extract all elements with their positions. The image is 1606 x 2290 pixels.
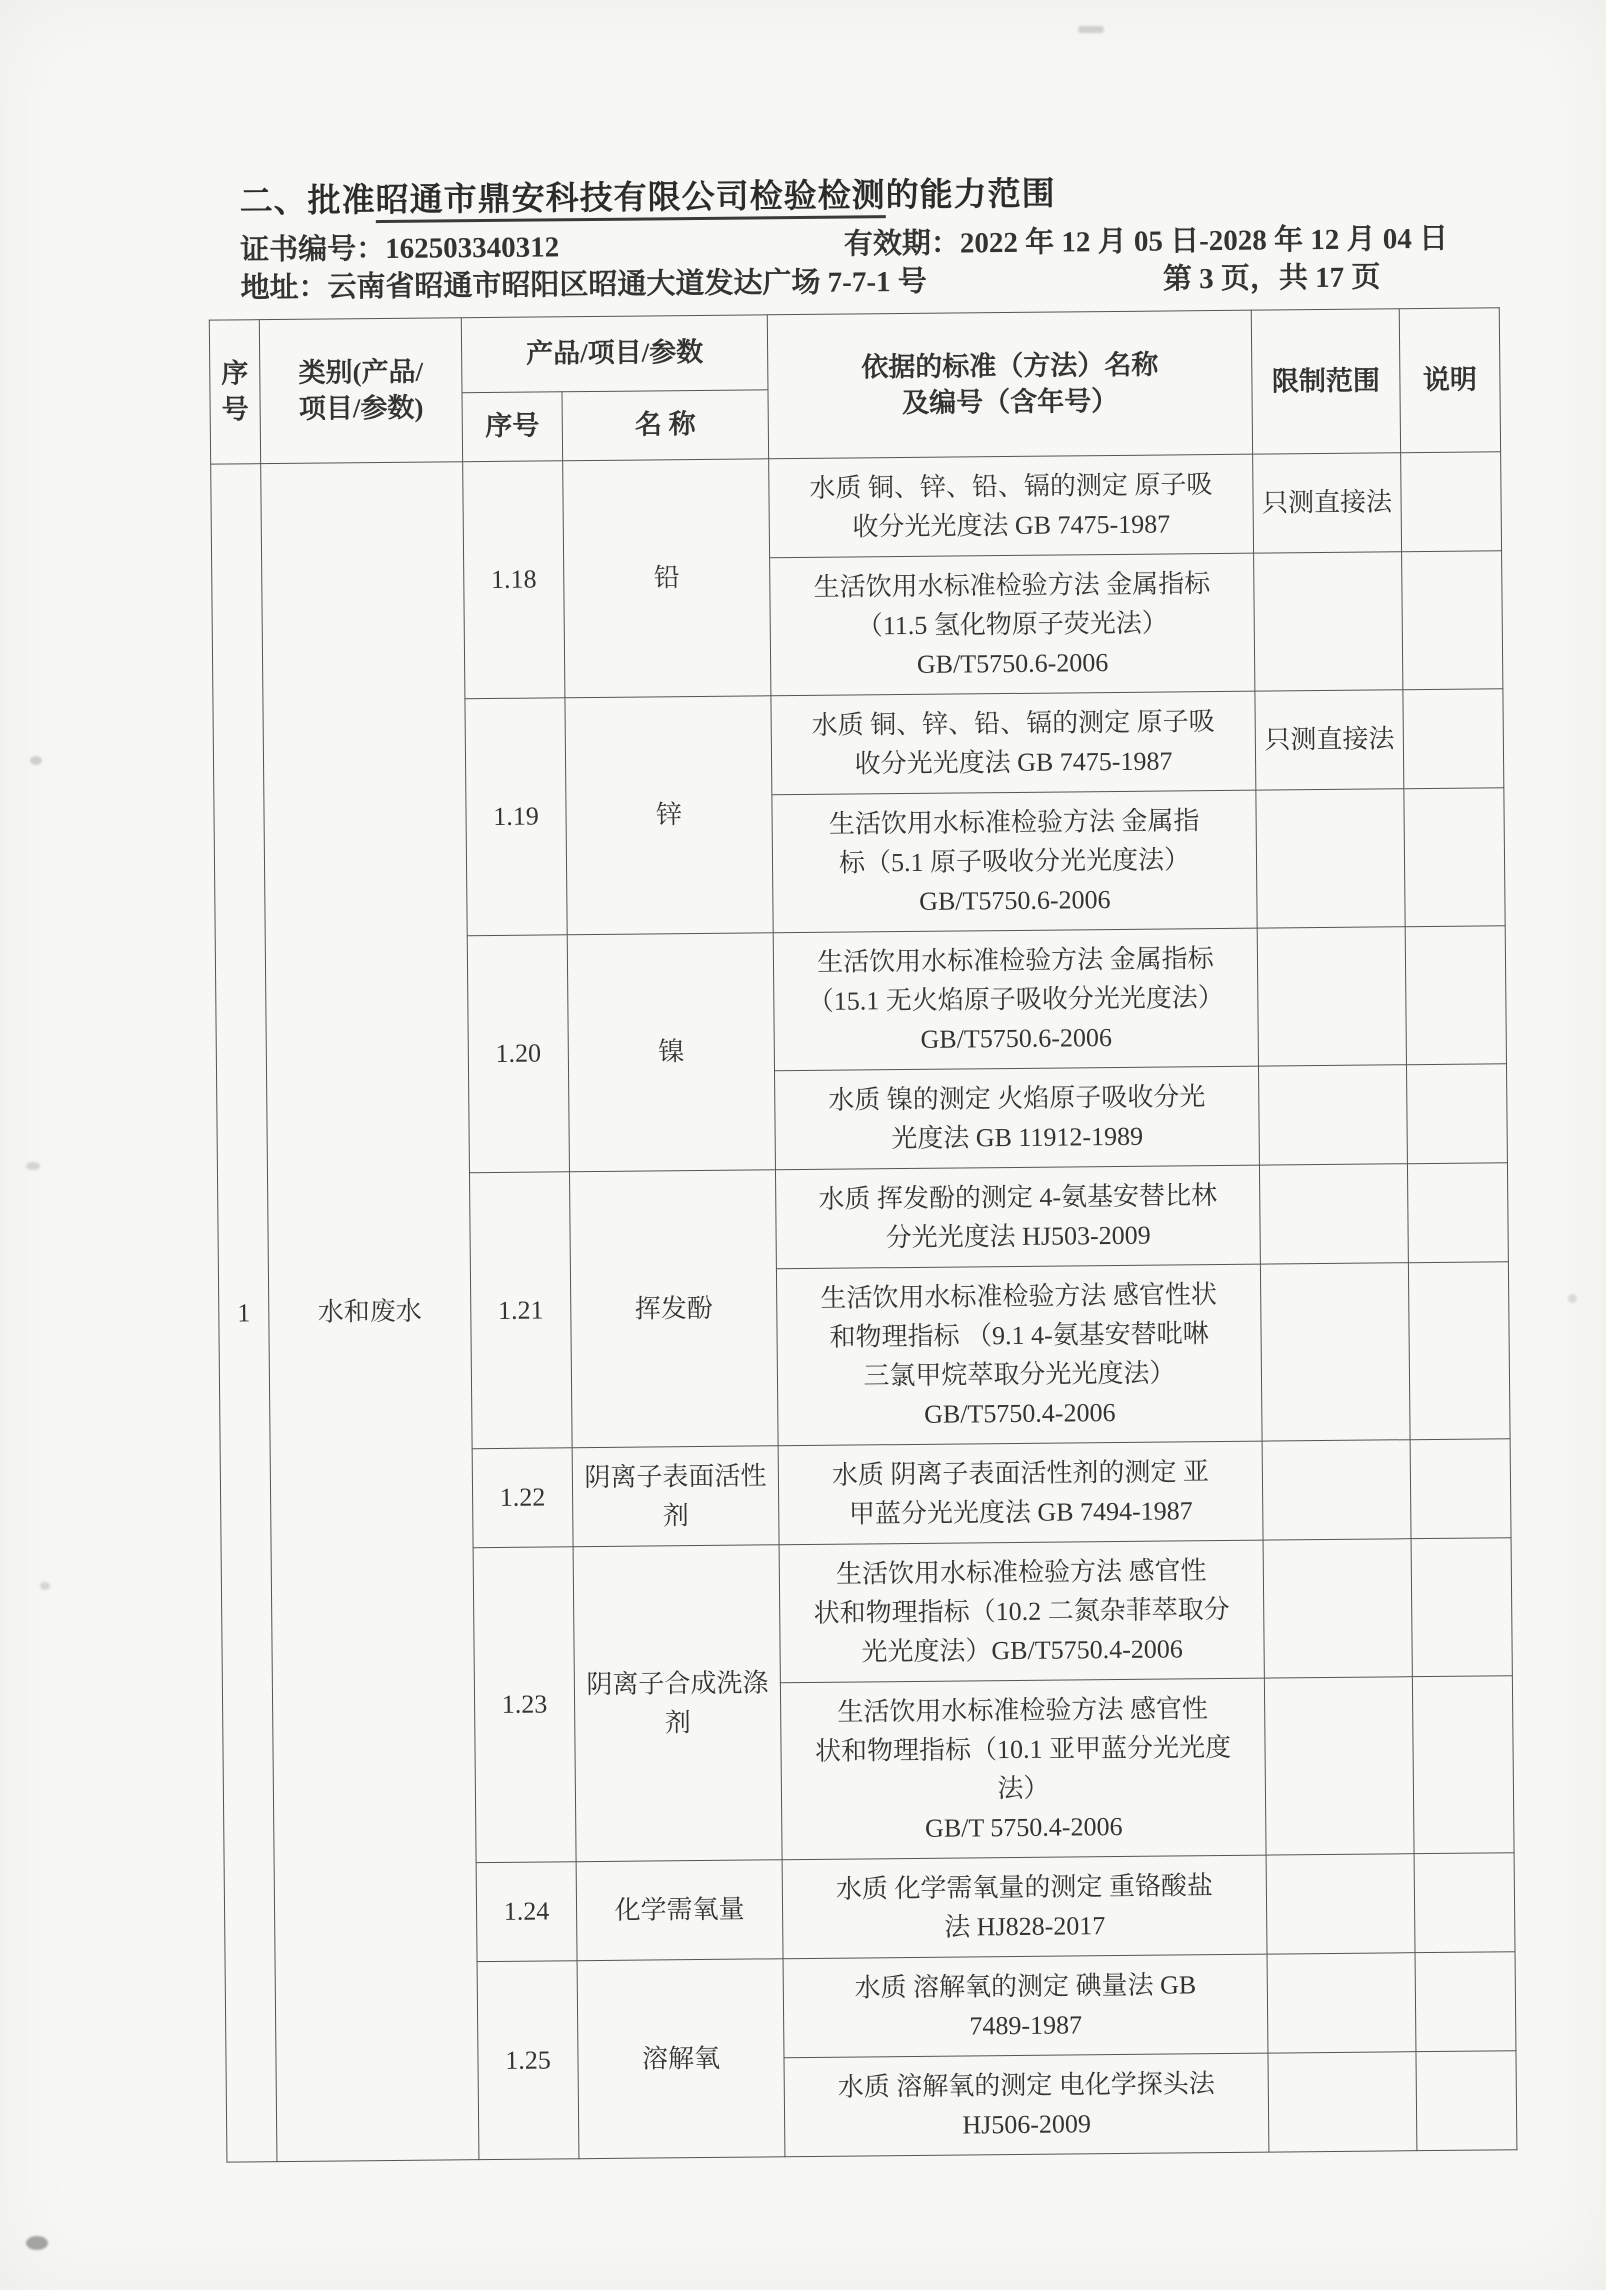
standard-cell: 水质 挥发酚的测定 4-氨基安替比林 分光光度法 HJ503-2009 <box>775 1165 1260 1269</box>
header-sub-seq: 序号 <box>462 391 563 461</box>
note-cell <box>1416 2050 1517 2150</box>
standard-cell: 水质 铜、锌、铅、镉的测定 原子吸 收分光光度法 GB 7475-1987 <box>769 454 1254 558</box>
item-no-cell: 1.23 <box>473 1546 576 1862</box>
limit-cell <box>1268 2051 1417 2151</box>
limit-cell <box>1254 551 1403 690</box>
header-sub-name: 名 称 <box>562 389 769 460</box>
header-limit: 限制范围 <box>1251 308 1400 453</box>
item-name-cell: 镍 <box>567 932 775 1171</box>
item-name-cell: 挥发酚 <box>569 1169 778 1447</box>
standard-cell: 生活饮用水标准检验方法 感官性 状和物理指标（10.1 亚甲蓝分光光度 法） GB/T 5750.4-2006 <box>780 1678 1266 1860</box>
standard-cell: 生活饮用水标准检验方法 金属指标 （11.5 氢化物原子荧光法） GB/T5750.6-2006 <box>770 553 1255 696</box>
limit-cell <box>1267 1952 1416 2052</box>
item-name-cell: 阴离子表面活性剂 <box>572 1445 779 1546</box>
note-cell <box>1401 451 1502 551</box>
note-cell <box>1412 1675 1514 1853</box>
limit-cell <box>1259 1163 1408 1263</box>
limit-cell <box>1257 926 1406 1065</box>
table-header-row <box>209 307 1500 394</box>
limit-cell <box>1262 1439 1411 1539</box>
title-suffix: 的能力范围 <box>885 176 1056 215</box>
standard-cell: 水质 阴离子表面活性剂的测定 亚 甲蓝分光光度法 GB 7494-1987 <box>778 1441 1263 1545</box>
group-category-cell: 水和废水 <box>261 461 479 2161</box>
item-name-cell: 铅 <box>563 458 771 697</box>
certificate-number: 证书编号：162503340312 <box>239 231 560 267</box>
note-cell <box>1411 1537 1512 1676</box>
item-no-cell: 1.24 <box>476 1861 577 1961</box>
limit-cell <box>1263 1538 1412 1677</box>
scan-artifact <box>1078 26 1104 33</box>
note-cell <box>1410 1438 1511 1538</box>
header-standard: 依据的标准（方法）名称 及编号（含年号） <box>767 310 1252 459</box>
item-no-cell: 1.25 <box>477 1960 579 2159</box>
limit-cell: 只测直接法 <box>1253 452 1402 552</box>
item-no-cell: 1.18 <box>463 460 565 698</box>
validity-period: 有效期：2022 年 12 月 05 日-2028 年 12 月 04 日 <box>843 222 1449 261</box>
limit-cell <box>1256 788 1405 927</box>
limit-cell <box>1264 1676 1414 1854</box>
standard-cell: 生活饮用水标准检验方法 金属指标 （15.1 无火焰原子吸收分光光度法） GB/T5750.6-2006 <box>773 928 1258 1071</box>
note-cell <box>1402 550 1503 689</box>
limit-cell: 只测直接法 <box>1255 689 1404 789</box>
note-cell <box>1404 787 1505 926</box>
header-category: 类别(产品/ 项目/参数) <box>259 317 462 463</box>
standard-cell: 水质 铜、锌、铅、镉的测定 原子吸 收分光光度法 GB 7475-1987 <box>771 691 1256 795</box>
standard-cell: 水质 溶解氧的测定 碘量法 GB 7489-1987 <box>783 1954 1268 2058</box>
table-row <box>211 451 1502 562</box>
standard-cell: 生活饮用水标准检验方法 金属指 标（5.1 原子吸收分光光度法） GB/T5750.6-2006 <box>772 790 1257 933</box>
item-name-cell: 化学需氧量 <box>576 1859 783 1960</box>
standard-cell: 生活饮用水标准检验方法 感官性 状和物理指标（10.2 二氮杂菲萃取分 光光度法）GB/T5750.4-2006 <box>779 1540 1264 1683</box>
address: 地址：云南省昭通市昭阳区昭通大道发达广场 7-7-1 号 <box>240 266 927 305</box>
item-name-cell: 溶解氧 <box>577 1958 785 2158</box>
standard-cell: 水质 化学需氧量的测定 重铬酸盐 法 HJ828-2017 <box>782 1855 1267 1959</box>
note-cell <box>1408 1261 1510 1439</box>
note-cell <box>1414 1852 1515 1952</box>
standard-cell: 水质 镍的测定 火焰原子吸收分光 光度法 GB 11912-1989 <box>775 1066 1260 1170</box>
header-product-group: 产品/项目/参数 <box>461 314 768 392</box>
item-no-cell: 1.20 <box>467 934 569 1172</box>
item-name-cell: 锌 <box>565 695 773 934</box>
item-no-cell: 1.19 <box>465 697 567 935</box>
page-number: 第 3 页，共 17 页 <box>1162 261 1381 296</box>
item-no-cell: 1.21 <box>469 1171 572 1448</box>
note-cell <box>1403 688 1504 788</box>
header-note: 说明 <box>1399 307 1500 452</box>
limit-cell <box>1259 1064 1408 1164</box>
capability-table <box>209 307 1518 2162</box>
page-title <box>239 162 1598 222</box>
standard-cell: 生活饮用水标准检验方法 感官性状 和物理指标 （9.1 4-氨基安替吡啉 三氯甲烷萃取分光光度法） GB/T5750.4-2006 <box>776 1264 1262 1446</box>
limit-cell <box>1260 1262 1410 1440</box>
limit-cell <box>1266 1853 1415 1953</box>
note-cell <box>1407 1162 1508 1262</box>
note-cell <box>1406 1063 1507 1163</box>
header-seq: 序号 <box>209 319 260 463</box>
note-cell <box>1405 925 1506 1064</box>
title-company-underlined: 昭通市鼎安科技有限公司检验检测 <box>375 178 885 223</box>
group-seq-cell: 1 <box>211 463 277 2161</box>
title-prefix: 二、批准 <box>239 183 376 221</box>
item-no-cell: 1.22 <box>472 1447 573 1547</box>
document-content <box>0 162 1606 2164</box>
item-name-cell: 阴离子合成洗涤剂 <box>573 1544 782 1861</box>
standard-cell: 水质 溶解氧的测定 电化学探头法 HJ506-2009 <box>784 2053 1269 2157</box>
note-cell <box>1415 1951 1516 2051</box>
scan-artifact <box>26 2236 48 2250</box>
